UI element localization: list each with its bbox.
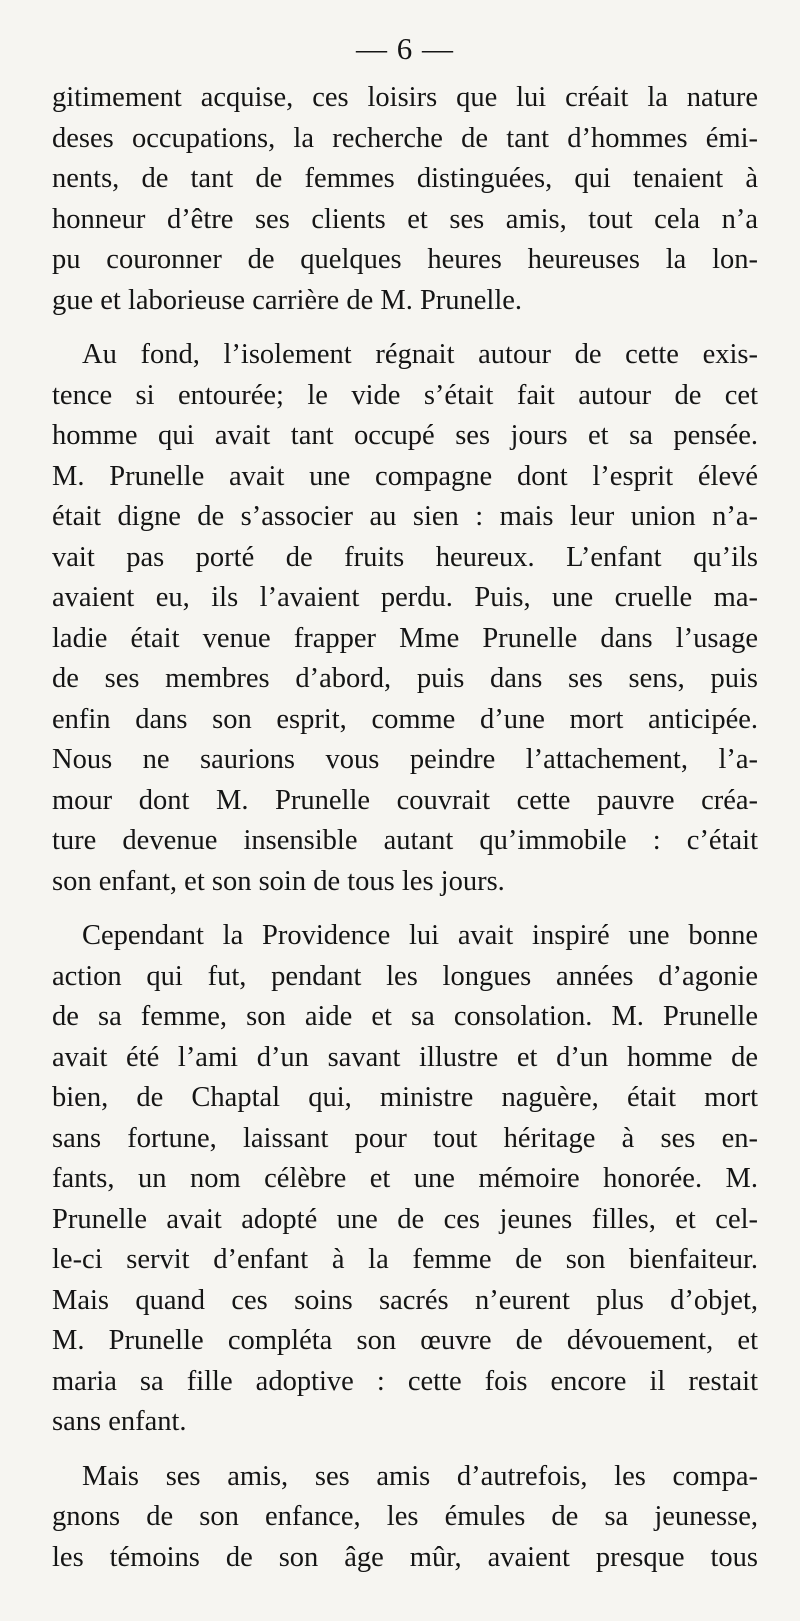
- text-line: bien, de Chaptal qui, ministre naguère, était mort: [52, 1082, 758, 1113]
- text-line: homme qui avait tant occupé ses jours et sa pensée.: [52, 420, 758, 451]
- text-line: sans fortune, laissant pour tout héritage à ses en-: [52, 1122, 758, 1154]
- text-line: ladie était venue frapper Mme Prunelle dans l’usage: [52, 622, 758, 654]
- paragraph: [52, 335, 758, 902]
- text-line: de sa femme, son aide et sa consolation. M. Prunelle: [52, 1001, 758, 1032]
- text-line: Nous ne saurions vous peindre l’attachement, l’a-: [52, 744, 758, 775]
- text-line: tence si entourée; le vide s’était fait autour de cet: [52, 379, 758, 411]
- text-line: pu couronner de quelques heures heureuses la lon-: [52, 244, 758, 275]
- text-line: Mais quand ces soins sacrés n’eurent plus d’objet,: [52, 1284, 758, 1316]
- text-line: deses occupations, la recherche de tant d’hommes émi-: [52, 122, 758, 154]
- text-line: Au fond, l’isolement régnait autour de cette exis-: [82, 339, 758, 370]
- text-line: les témoins de son âge mûr, avaient presque tous: [52, 1541, 758, 1573]
- body-text: [52, 78, 758, 1578]
- page-number: — 6 —: [356, 31, 454, 66]
- text-line: sans enfant.: [52, 1406, 187, 1437]
- text-line: ture devenue insensible autant qu’immobile : c’était: [52, 825, 758, 856]
- text-line: de ses membres d’abord, puis dans ses sens, puis: [52, 663, 758, 694]
- text-line: action qui fut, pendant les longues années d’agonie: [52, 960, 758, 992]
- text-line: le-ci servit d’enfant à la femme de son bienfaiteur.: [52, 1244, 758, 1275]
- text-line: gnons de son enfance, les émules de sa jeunesse,: [52, 1501, 758, 1532]
- text-line: mour dont M. Prunelle couvrait cette pauvre créa-: [52, 784, 758, 816]
- text-line: Mais ses amis, ses amis d’autrefois, les compa-: [82, 1460, 758, 1492]
- text-line: fants, un nom célèbre et une mémoire honorée. M.: [52, 1163, 758, 1194]
- text-line: M. Prunelle compléta son œuvre de dévouement, et: [52, 1325, 758, 1356]
- text-line: avait été l’ami d’un savant illustre et d’un homme de: [52, 1041, 758, 1073]
- text-line: son enfant, et son soin de tous les jours.: [52, 865, 505, 897]
- text-line: avaient eu, ils l’avaient perdu. Puis, une cruelle ma-: [52, 582, 758, 613]
- text-line: gitimement acquise, ces loisirs que lui créait la nature: [52, 82, 758, 113]
- text-line: M. Prunelle avait une compagne dont l’esprit élevé: [52, 460, 758, 492]
- text-line: vait pas porté de fruits heureux. L’enfant qu’ils: [52, 541, 758, 573]
- paragraph: [52, 78, 758, 321]
- paragraph: [52, 916, 758, 1443]
- text-line: Prunelle avait adopté une de ces jeunes filles, et cel-: [52, 1203, 758, 1235]
- text-line: gue et laborieuse carrière de M. Prunelle.: [52, 284, 523, 316]
- text-line: enfin dans son esprit, comme d’une mort anticipée.: [52, 703, 758, 735]
- text-line: nents, de tant de femmes distinguées, qui tenaient à: [52, 163, 758, 194]
- text-line: Cependant la Providence lui avait inspiré une bonne: [82, 920, 758, 951]
- paragraph: [52, 1457, 758, 1579]
- text-line: était digne de s’associer au sien : mais leur union n’a-: [52, 501, 758, 532]
- text-line: honneur d’être ses clients et ses amis, tout cela n’a: [52, 203, 758, 235]
- text-line: maria sa fille adoptive : cette fois encore il restait: [52, 1365, 758, 1397]
